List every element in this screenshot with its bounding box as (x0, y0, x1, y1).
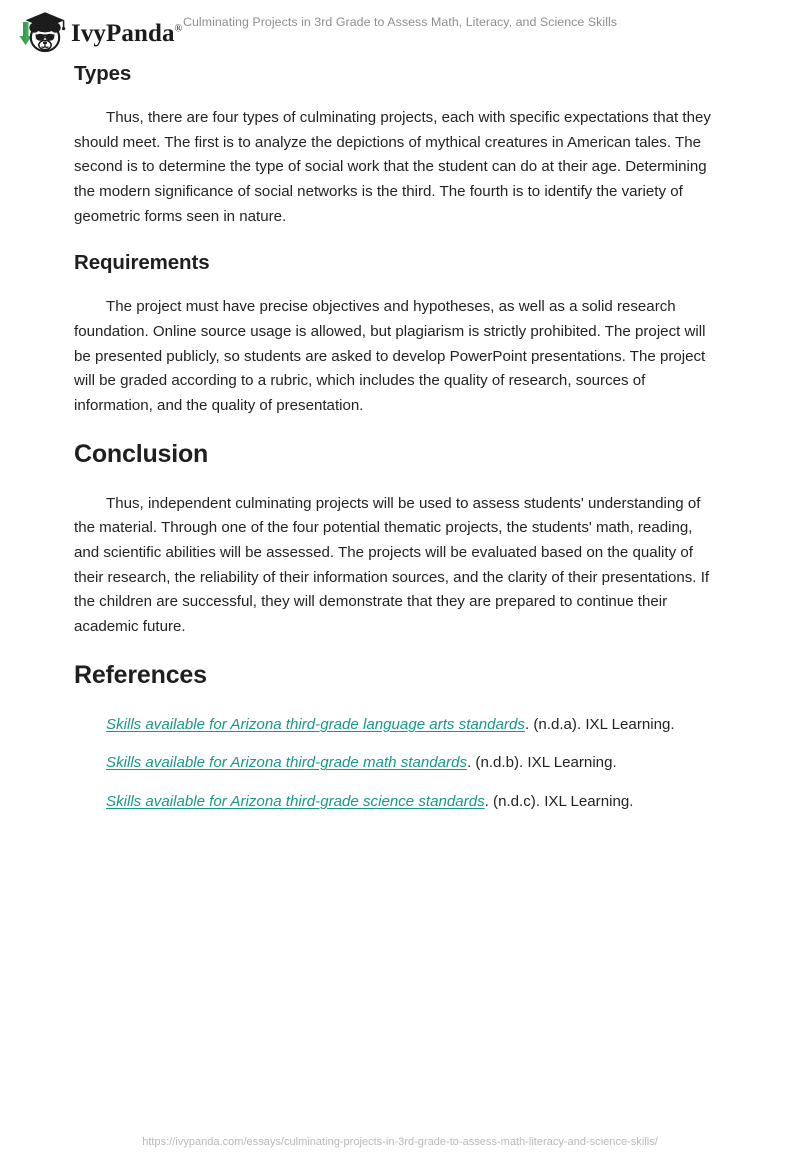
reference-citation-text: . (n.d.c). IXL Learning. (484, 793, 634, 811)
spacer (74, 691, 718, 713)
section-heading-types: Types (74, 62, 132, 85)
section-heading-conclusion: Conclusion (74, 440, 209, 469)
spacer (74, 418, 718, 440)
section-paragraph-conclusion: Thus, independent culminating projects will be used to assess students' understanding of the material. Through one of the four potential thematic projects, the students' math, reading, and scientific abilities will be assessed. The projects will be evaluated based on the quality of their research, the reliability of their information sources, and the clarity of their presentations. If the children are successful, they will demonstrate that they are prepared to continue their academic future. (74, 494, 710, 635)
spacer (74, 229, 718, 251)
registered-trademark-symbol: ® (174, 23, 183, 35)
section-paragraph-types: Thus, there are four types of culminating projects, each with specific expectations that they should meet. The first is to analyze the depictions of mythical creatures in American tales. The second is to determine the type of social work that the student can do at their age. Determining the modern significance of social networks is the third. The fourth is to identify the variety of geometric forms seen in nature. (74, 109, 711, 225)
reference-citation-text: . (n.d.a). IXL Learning. (524, 715, 675, 733)
brand-name-text: IvyPanda (71, 19, 175, 47)
reference-link[interactable]: Skills available for Arizona third-grade science standards (106, 793, 485, 811)
reference-link[interactable]: Skills available for Arizona third-grade language arts standards (106, 715, 525, 733)
spacer (74, 86, 718, 106)
spacer (74, 639, 718, 661)
reference-entry (74, 790, 718, 815)
spacer (74, 737, 718, 751)
section-heading-references: References (74, 661, 207, 690)
spacer (74, 776, 718, 790)
reference-link[interactable]: Skills available for Arizona third-grade math standards (106, 754, 468, 772)
section-paragraph-requirements: The project must have precise objectives and hypotheses, as well as a solid research foundation. Online source usage is allowed, but plagiarism is strictly prohibited. The project will be presented publicly, so students are asked to develop PowerPoint presentations. The project will be graded according to a rubric, which includes the quality of research, sources of information, and the quality of presentation. (74, 298, 706, 414)
section-heading-requirements: Requirements (74, 251, 210, 275)
footer-source-url[interactable]: https://ivypanda.com/essays/culminating-projects-in-3rd-grade-to-assess-math-literacy-and-science-skills/ (142, 1136, 658, 1148)
spacer (74, 275, 718, 295)
spacer (74, 470, 718, 492)
page-header (0, 0, 800, 62)
reference-entry (74, 713, 718, 738)
document-content (74, 62, 718, 815)
reference-entry (74, 751, 718, 776)
document-header-title: Culminating Projects in 3rd Grade to Assess Math, Literacy, and Science Skills (182, 15, 618, 29)
reference-citation-text: . (n.d.b). IXL Learning. (467, 754, 617, 772)
